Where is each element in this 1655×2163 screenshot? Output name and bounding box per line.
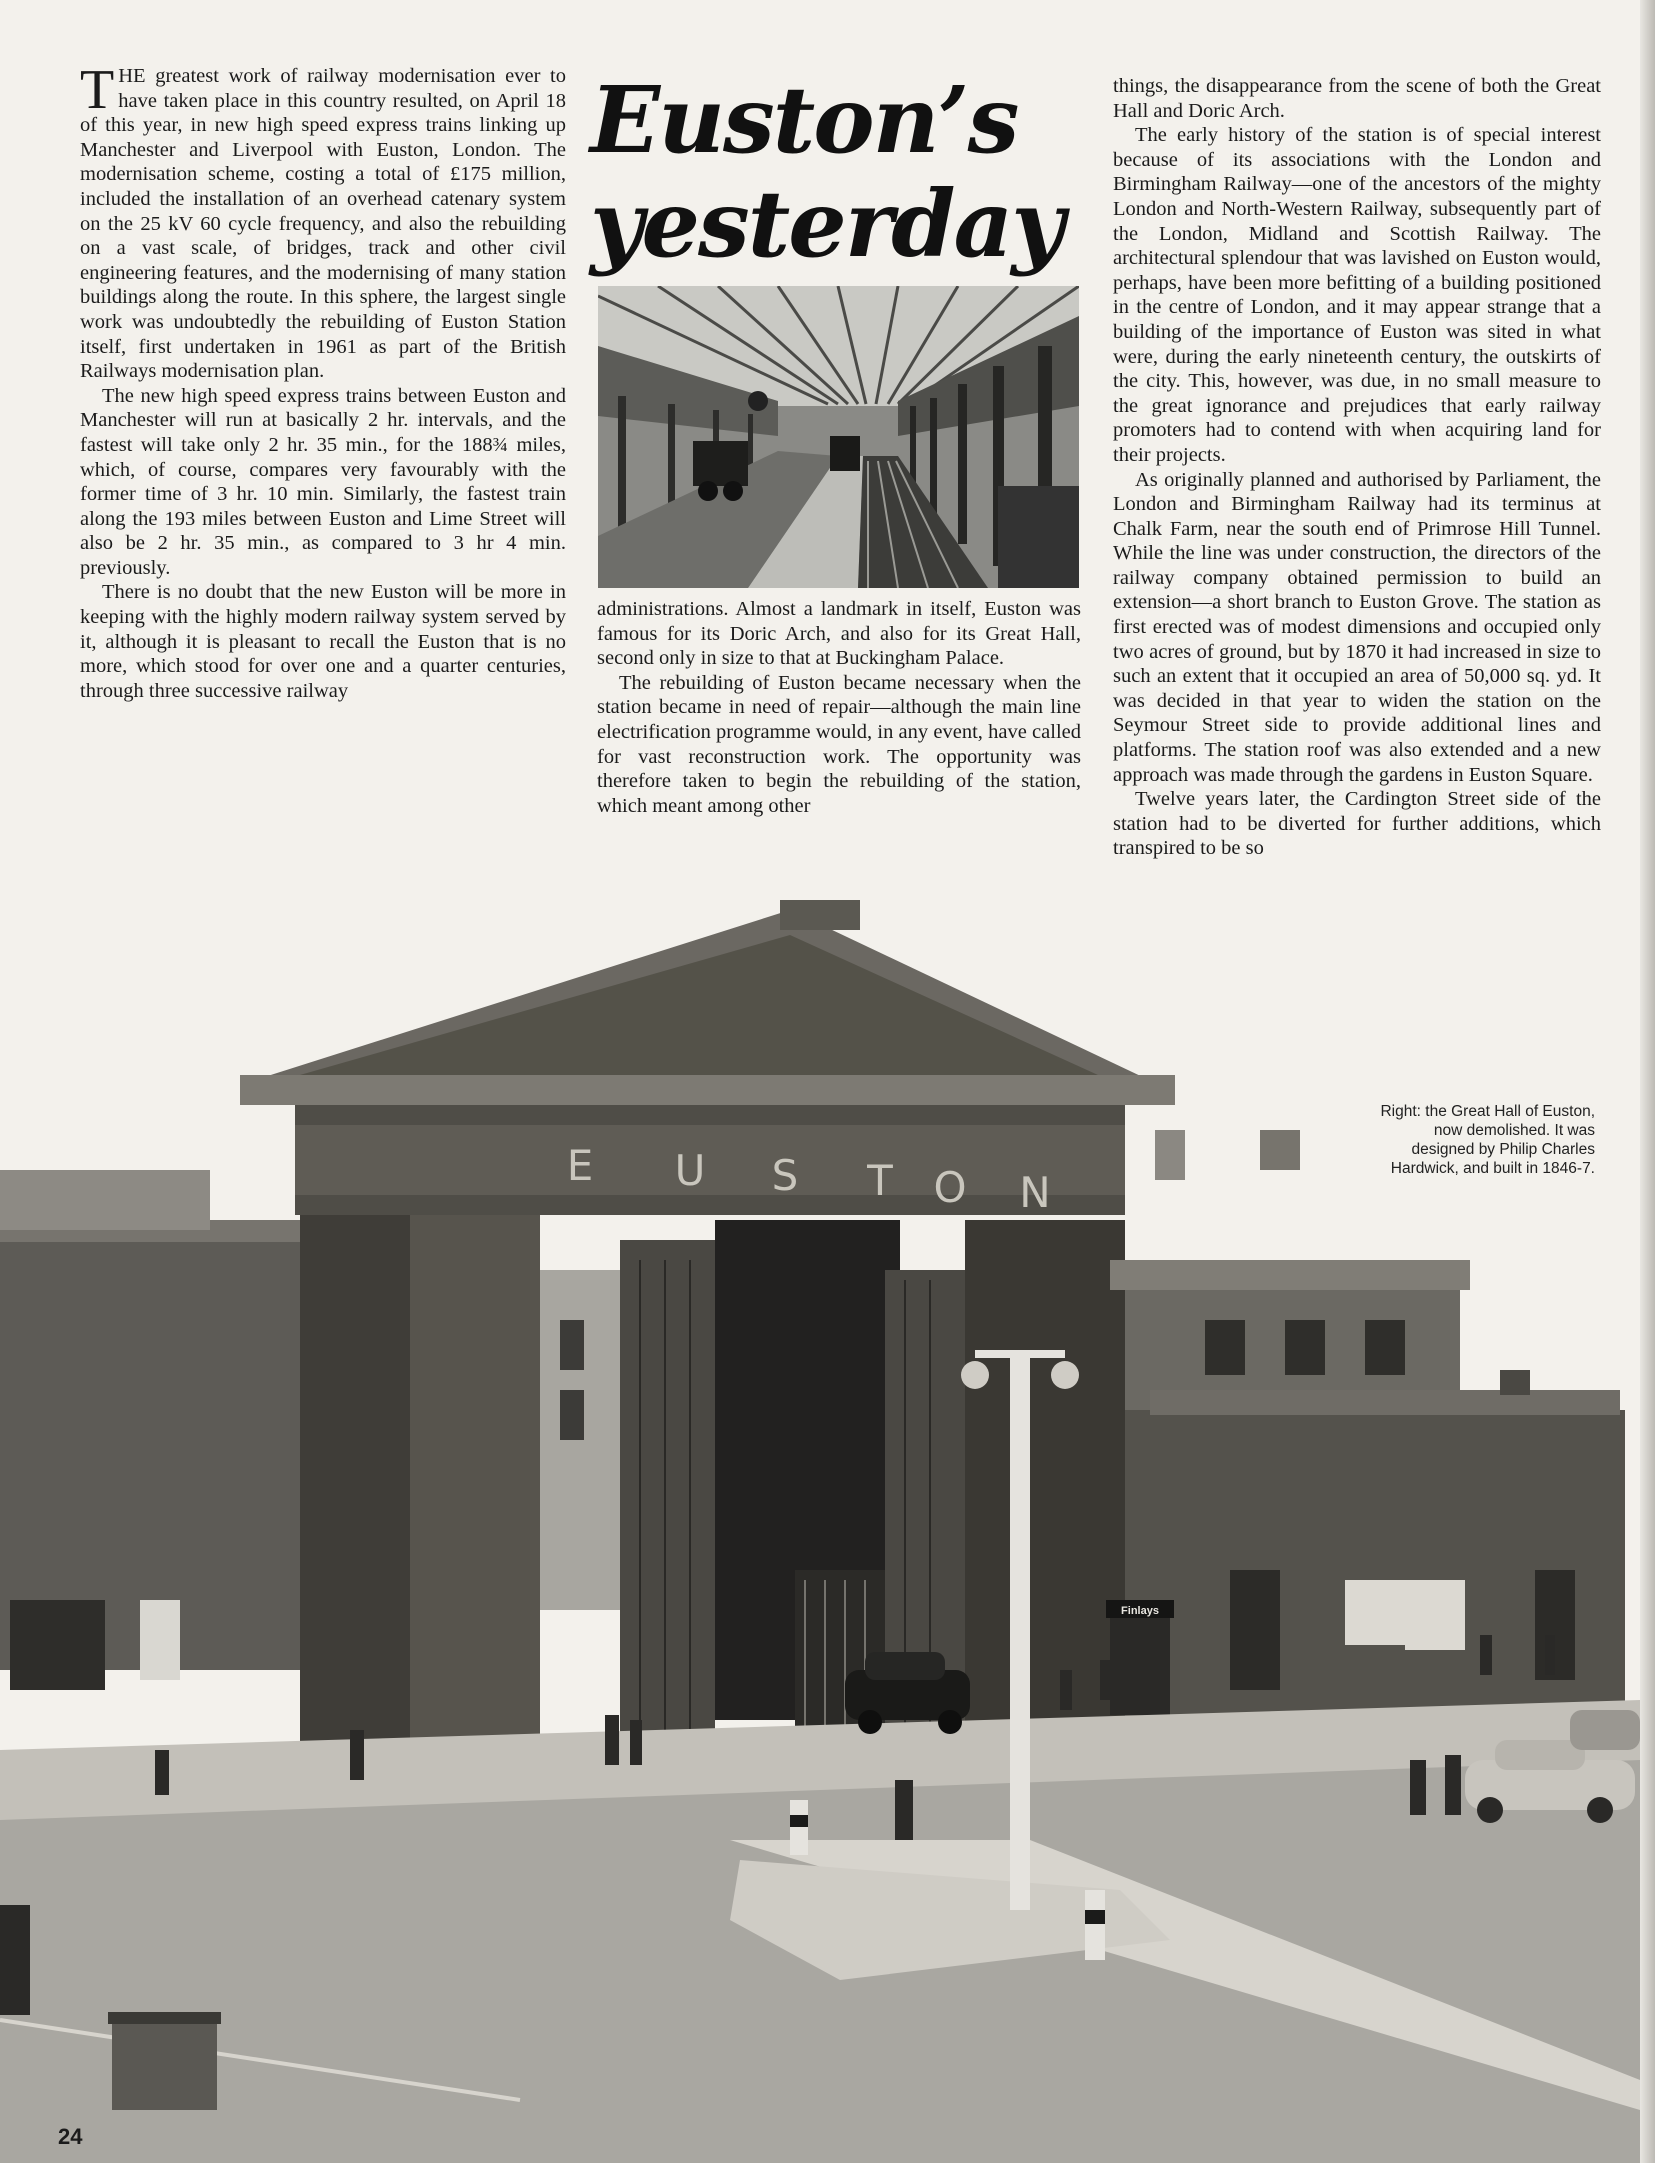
right-paragraph-3: As originally planned and authorised by Parliament, the London and Birmingham Railway had its terminus at Chalk Farm, near the south end of Primrose Hill Tunnel. While the line was under construction, the directors of the railway company obtained permission to build an extension—a short branch to Euston Grove. The station as first erected was of modest dimensions and occupied only two acres of ground, but by 1870 it had increased in size to such an extent that it occupied an area of 50,000 sq. yd. It was decided in that year to widen the station on the Seymour Street side to provide additional lines and platforms. The station roof was also extended and a new approach was made through the gardens in Euston Square. [1113,468,1601,786]
middle-paragraph-2: The rebuilding of Euston became necessary when the station became in need of repair—although the main line electrification programme would, in any event, have called for vast reconstruction work. The opportunity was therefore taken to begin the rebuilding of the station, which meant among other [597,671,1081,817]
platform-photo [598,286,1079,588]
middle-paragraph-1: administrations. Almost a landmark in itself, Euston was famous for its Doric Arch, and also for its Great Hall, second only in size to that at Buckingham Palace. [597,598,1081,670]
middle-column [597,597,1081,818]
kiosk-sign: Finlays [1121,1605,1159,1617]
arch-letter: S [771,1151,799,1200]
article-headline [590,68,1090,276]
page-number: 24 [58,2124,83,2149]
euston-arch-photo [0,880,1640,2163]
photo-caption: Right: the Great Hall of Euston, now demolished. It was designed by Philip Charles Hardwick, and built in 1846-7. [1380,1103,1595,1177]
right-column [1113,74,1601,861]
right-paragraph-4: Twelve years later, the Cardington Street side of the station had to be diverted for further additions, which transpired to be so [1113,788,1601,860]
arch-letter: O [933,1163,967,1212]
arch-letter: N [1019,1168,1051,1217]
right-paragraph-1: things, the disappearance from the scene of both the Great Hall and Doric Arch. [1113,75,1601,122]
platform-photo-image [598,286,1079,588]
arch-letter: U [674,1146,706,1195]
intro-paragraph-3: There is no doubt that the new Euston will be more in keeping with the highly modern railway system served by it, although it is pleasant to recall the Euston that is no more, which stood for over one and a quarter centuries, through three successive railway [80,581,566,702]
drop-cap: T [80,59,115,121]
headline-line-2: yesterday [590,170,1063,278]
intro-paragraph-2: The new high speed express trains between Euston and Manchester will run at basically 2 hr. intervals, and the fastest will take only 2 hr. 35 min., for the 188¾ miles, which, of course, compares very favourably with the former time of 3 hr. 10 min. Similarly, the fastest train along the 193 miles between Euston and Lime Street will also be 2 hr. 35 min., as compared to 3 hr 4 min. previously. [80,384,566,579]
intro-paragraph-1: THE greatest work of railway modernisation ever to have taken place in this country resulted, on April 18 of this year, in new high speed express trains linking up Manchester and Liverpool with Euston, London. The modernisation scheme, costing a total of £175 million, included the installation of an overhead catenary system on the 25 kV 60 cycle frequency, and also the rebuilding on a vast scale, of bridges, track and other civil engineering features, and the modernising of many station buildings along the route. In this sphere, the largest single work was undoubtedly the rebuilding of Euston Station itself, first undertaken in 1961 as part of the British Railways modernisation plan. [80,59,566,383]
right-paragraph-2: The early history of the station is of special interest because of its associations with the London and Birmingham Railway—one of the ancestors of the mighty London and North-Western Railway, subsequently part of the London, Midland and Scottish Railway. The architectural splendour that was lavished on Euston would, perhaps, have been more befitting of a building positioned in the centre of London, and it may appear strange that a building of the importance of Euston was sited in what were, during the early nineteenth century, the outskirts of the city. This, however, was due, in no small measure to the great ignorance and prejudices that early railway promoters had to contend with when acquiring land for their projects. [1113,124,1601,466]
intro-column [80,59,566,703]
arch-letter: T [867,1156,893,1205]
page-edge-shadow [1640,0,1655,2163]
arch-letter: E [566,1141,594,1190]
euston-arch-image [0,880,1640,2163]
headline-line-1: Euston’s [590,66,1018,174]
